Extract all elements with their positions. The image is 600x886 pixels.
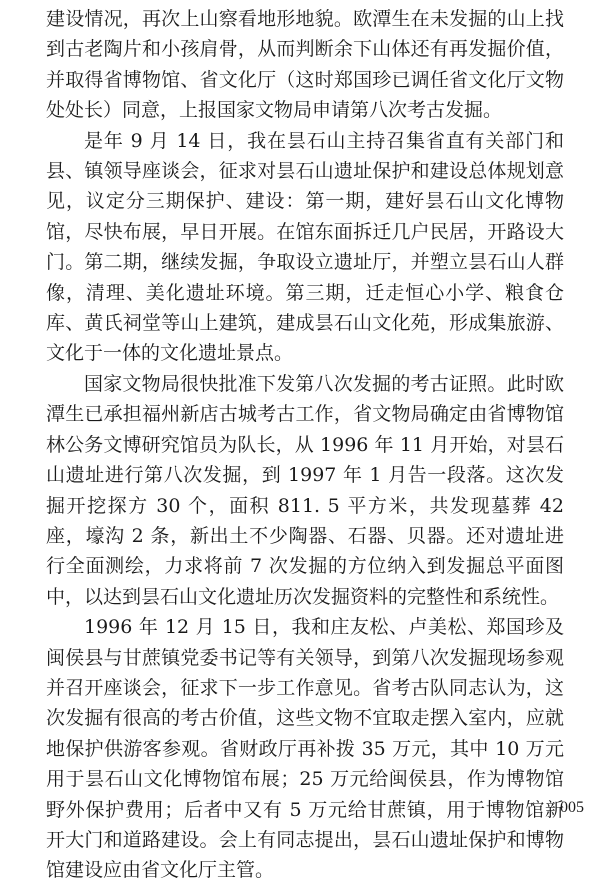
paragraph-1: 建设情况，再次上山察看地形地貌。欧潭生在未发掘的山上找到古老陶片和小孩肩骨，从而判断余下山体还有再发掘价值，并取得省博物馆、省文化厅（这时郑国珍已调任省文化厅文物处处长）同意，上报国家文物局申请第八次考古发掘。: [46, 8, 564, 122]
paragraph-4: 1996 年 12 月 15 日，我和庄友松、卢美松、郑国珍及闽侯县与甘蔗镇党委书记等有关领导，到第八次发掘现场参观并召开座谈会，征求下一步工作意见。省考古队同志认为，这次发掘有很高的考古价值，这些文物不宜取走摆入室内，应就地保护供游客参观。省财政厅再补拨 35 万元，其中 10 万元用于昙石山文化博物馆布展；25 万元给闽侯县，作为博物馆野外保护费用；后者中又有 5 万元给甘蔗镇，用于博物馆新开大门和道路建设。会上有同志提出，昙石山遗址保护和博物馆建设应由省文化厅主管。: [46, 616, 564, 882]
paragraph-3: 国家文物局很快批准下发第八次发掘的考古证照。此时欧潭生已承担福州新店古城考古工作，省文物局确定由省博物馆林公务文博研究馆员为队长，从 1996 年 11 月开始，对昙石山遗址进行第八次发掘，到 1997 年 1 月告一段落。这次发掘开挖探方 30 个，面积 811. 5 平方米，共发现墓葬 42 座，壕沟 2 条，新出土不少陶器、石器、贝器。还对遗址进行全面测绘，力求将前 7 次发掘的方位纳入到发掘总平面图中，以达到昙石山文化遗址历次发掘资料的完整性和系统性。: [46, 372, 564, 608]
page-body: [46, 4, 564, 886]
paragraph-2: 是年 9 月 14 日，我在昙石山主持召集省直有关部门和县、镇领导座谈会，征求对昙石山遗址保护和建设总体规划意见，议定分三期保护、建设：第一期，建好昙石山文化博物馆，尽快布展，早日开展。在馆东面拆迁几户民居，开路设大门。第二期，继续发掘，争取设立遗址厅，并塑立昙石山人群像，清理、美化遗址环境。第三期，迁走恒心小学、粮食仓库、黄氏祠堂等山上建筑，建成昙石山文化苑，形成集旅游、文化于一体的文化遗址景点。: [46, 129, 564, 365]
page-number: 005: [560, 799, 584, 816]
